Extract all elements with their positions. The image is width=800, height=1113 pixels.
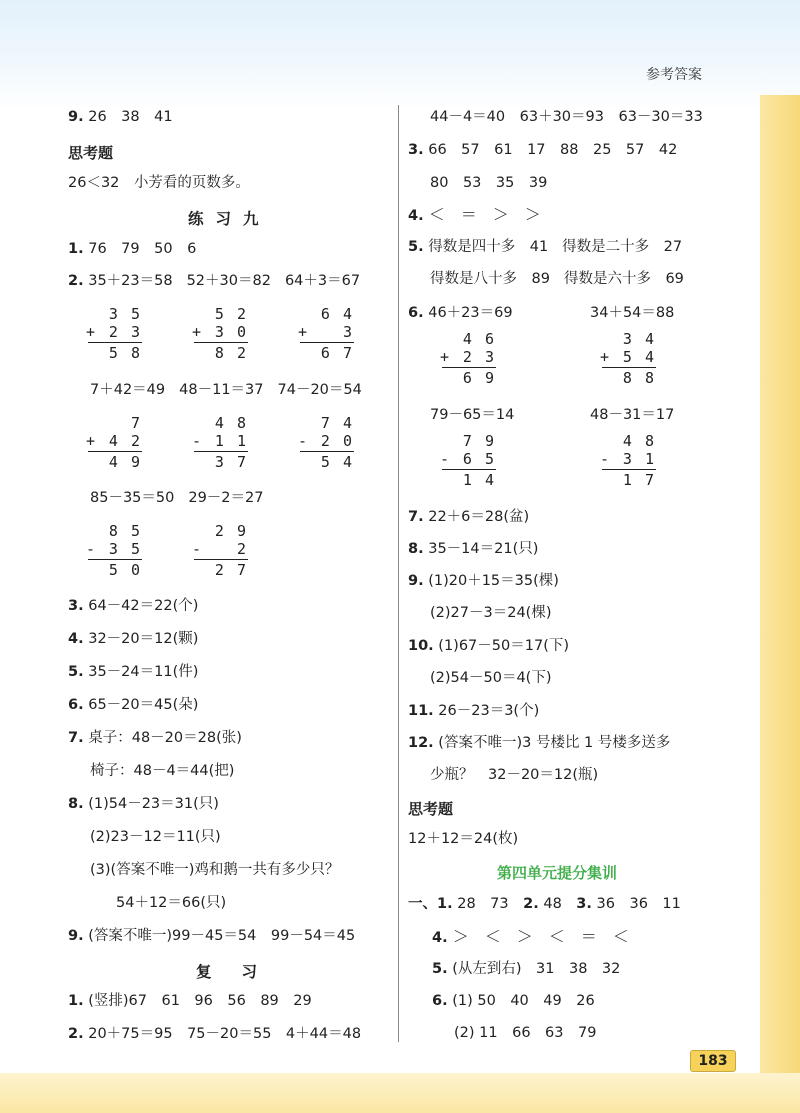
column-divider	[398, 105, 399, 1042]
left-r1: 1. (竖排)67 61 96 56 89 29	[68, 993, 312, 1009]
vertical-calc: 3 4 + 5 4 8 8	[600, 330, 656, 387]
vertical-calc: 4 8 - 1 1 3 7	[192, 414, 248, 471]
left-r2: 2. 20＋75＝95 75－20＝55 4＋44＝48	[68, 1026, 362, 1042]
left-q6: 6. 65－20＝45(朵)	[68, 697, 199, 713]
right-q10-line1: 10. (1)67－50＝17(下)	[408, 638, 570, 654]
left-q7-line2: 椅子：48－4＝44(把)	[90, 763, 235, 779]
right-q10-line2: (2)54－50＝4(下)	[430, 670, 552, 686]
unit-q6-line2: (2) 11 66 63 79	[454, 1025, 597, 1041]
unit-q5: 5. (从左到右) 31 38 32	[432, 961, 621, 977]
right-q5-line1: 5. 得数是四十多 41 得数是二十多 27	[408, 239, 683, 255]
right-q6-row1: 6. 46＋23＝69	[408, 305, 513, 321]
page-header: 参考答案	[646, 67, 702, 83]
vertical-calc: 6 4 + 3 6 7	[298, 305, 354, 362]
vertical-calc: 4 6 + 2 3 6 9	[440, 330, 496, 387]
left-q7-line1: 7. 桌子：48－20＝28(张)	[68, 730, 242, 746]
section-title-lianxi: 练习九	[188, 210, 271, 228]
right-q9-line1: 9. (1)20＋15＝35(棵)	[408, 573, 559, 589]
vertical-calc: 2 9 - 2 2 7	[192, 522, 248, 579]
left-q8-line4: 54＋12＝66(只)	[116, 895, 227, 911]
right-q4: 4. ＜ ＝ ＞ ＞	[408, 205, 541, 224]
think-answer-1: 26＜32 小芳看的页数多。	[68, 175, 250, 191]
left-q8-line3: (3)(答案不唯一)鸡和鹅一共有多少只？	[90, 862, 340, 878]
right-q9-line2: (2)27－3＝24(棵)	[430, 605, 552, 621]
vertical-calc: 7 4 - 2 0 5 4	[298, 414, 354, 471]
right-q12-line1: 12. (答案不唯一)3 号楼比 1 号楼多送多	[408, 735, 671, 751]
unit-q4: 4. ＞ ＜ ＞ ＜ ＝ ＜	[432, 927, 629, 946]
right-q6-d: 48－31＝17	[590, 407, 675, 423]
left-q2-row3: 85－35＝50 29－2＝27	[90, 490, 264, 506]
vertical-calc: 8 5 - 3 5 5 0	[86, 522, 142, 579]
vertical-calc: 5 2 + 3 0 8 2	[192, 305, 248, 362]
section-title-fuxi: 复习	[196, 963, 288, 981]
left-q9b: 9. (答案不唯一)99－45＝54 99－54＝45	[68, 928, 356, 944]
left-q5: 5. 35－24＝11(件)	[68, 664, 199, 680]
right-q6-b: 34＋54＝88	[590, 305, 675, 321]
right-q3-line2: 80 53 35 39	[430, 175, 548, 191]
left-q9: 9. 26 38 41	[68, 109, 173, 125]
right-q12-line2: 少瓶？ 32－20＝12(瓶)	[430, 767, 599, 783]
right-cont: 44－4＝40 63＋30＝93 63－30＝33	[430, 109, 703, 125]
left-q2-row2: 7＋42＝49 48－11＝37 74－20＝54	[90, 382, 362, 398]
think-title-1: 思考题	[68, 144, 114, 162]
vertical-calc: 7 + 4 2 4 9	[86, 414, 142, 471]
left-q2-row1: 2. 35＋23＝58 52＋30＝82 64＋3＝67	[68, 273, 361, 289]
left-q8-line1: 8. (1)54－23＝31(只)	[68, 796, 219, 812]
unit-q6-line1: 6. (1) 50 40 49 26	[432, 993, 595, 1009]
vertical-calc: 3 5 + 2 3 5 8	[86, 305, 142, 362]
right-q7: 7. 22＋6＝28(盆)	[408, 509, 530, 525]
vertical-calc: 7 9 - 6 5 1 4	[440, 432, 496, 489]
left-q4: 4. 32－20＝12(颗)	[68, 631, 199, 647]
think-answer-2: 12＋12＝24(枚)	[408, 831, 519, 847]
vertical-calc: 4 8 - 3 1 1 7	[600, 432, 656, 489]
unit-q1-3: 一、1. 28 73 2. 48 3. 36 36 11	[408, 896, 681, 912]
right-q6-c: 79－65＝14	[430, 407, 515, 423]
left-q3: 3. 64－42＝22(个)	[68, 598, 199, 614]
right-q11: 11. 26－23＝3(个)	[408, 703, 540, 719]
right-q5-line2: 得数是八十多 89 得数是六十多 69	[430, 271, 684, 287]
footer-band	[0, 1073, 800, 1113]
right-q3-line1: 3. 66 57 61 17 88 25 57 42	[408, 142, 678, 158]
think-title-2: 思考题	[408, 800, 454, 818]
header-band	[0, 0, 800, 110]
side-band	[760, 95, 800, 1113]
right-q8: 8. 35－14＝21(只)	[408, 541, 539, 557]
page-number: 183	[690, 1050, 736, 1072]
left-q1: 1. 76 79 50 6	[68, 241, 197, 257]
left-q8-line2: (2)23－12＝11(只)	[90, 829, 221, 845]
unit-title: 第四单元提分集训	[497, 864, 618, 882]
